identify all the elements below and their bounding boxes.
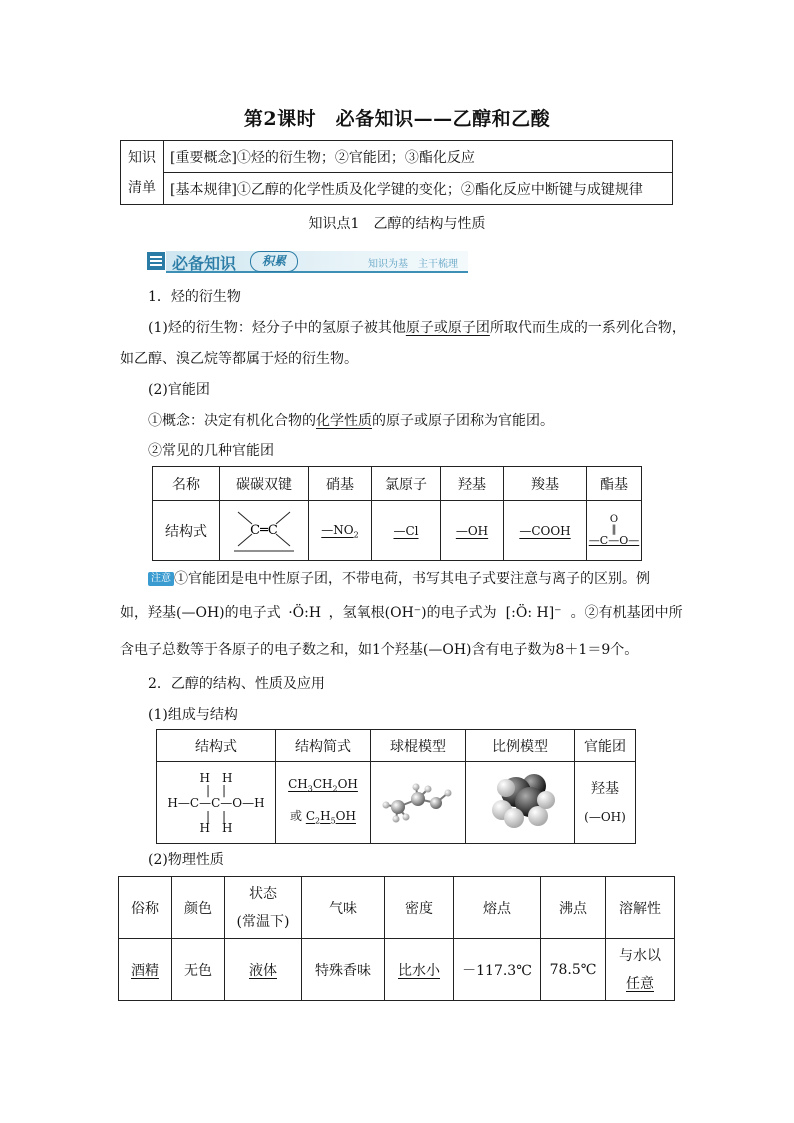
table-header: 球棍模型 bbox=[371, 730, 466, 762]
physical-properties-table bbox=[118, 876, 675, 1001]
hydroxyl-electron-formula: ·Ö:H bbox=[288, 605, 322, 621]
heading-1: 1．烃的衍生物 bbox=[148, 289, 241, 305]
subheading-physical: (2)物理性质 bbox=[148, 852, 224, 868]
knowledge-label-2: 清单 bbox=[128, 179, 156, 196]
table-header: 结构式 bbox=[157, 730, 276, 762]
page-title: 第2课时 必备知识——乙醇和乙酸 bbox=[243, 108, 551, 130]
knowledge-box-label bbox=[121, 141, 164, 205]
banner-label: 必备知识 bbox=[172, 254, 237, 273]
functional-group-cell: 羟基 (—OH) bbox=[575, 762, 636, 844]
paragraph-concept: ①概念：决定有机化合物的化学性质的原子或原子团称为官能团。 bbox=[148, 413, 554, 429]
ball-stick-model-image bbox=[376, 771, 460, 831]
table-header: 比例模型 bbox=[466, 730, 575, 762]
table-cell: －117.3℃ bbox=[454, 939, 541, 1001]
note-line-2: 如，羟基(—OH)的电子式 ·Ö:H ，氢氧根(OH⁻)的电子式为 [:Ö: H]⁻ 。②有机基团中所 bbox=[120, 605, 683, 621]
alkene-structure bbox=[220, 501, 309, 561]
ester-structure: O ‖ —C—O— bbox=[587, 501, 642, 561]
condensed-formula: $CH_3CH_2OH$ 或 $C_2H_5OH$ bbox=[276, 762, 371, 844]
table-cell: 特殊香味 bbox=[302, 939, 385, 1001]
table-header: 羟基 bbox=[441, 467, 504, 501]
hydroxide-electron-formula: [:Ö: H]⁻ bbox=[505, 605, 562, 621]
table-header: 结构简式 bbox=[276, 730, 371, 762]
alkene-structure-drawing bbox=[226, 504, 302, 554]
paragraph-common-groups: ②常见的几种官能团 bbox=[148, 443, 274, 459]
table-cell: 酒精 bbox=[119, 939, 172, 1001]
note-tag: 注意 bbox=[148, 572, 174, 586]
table-cell: 液体 bbox=[225, 939, 302, 1001]
structural-formula: H H | | H—C—C—O—H | | H H bbox=[157, 762, 276, 844]
table-header: 羧基 bbox=[504, 467, 587, 501]
functional-group-table bbox=[152, 466, 642, 561]
table-header: 密度 bbox=[385, 877, 454, 939]
knowledge-list-box bbox=[120, 140, 673, 205]
book-icon bbox=[146, 251, 166, 271]
knowledge-row-rules: [基本规律]①乙醇的化学性质及化学键的变化；②酯化反应中断键与成键规律 bbox=[164, 173, 673, 205]
table-header: 俗称 bbox=[119, 877, 172, 939]
nitro-structure: $—NO_2$ bbox=[309, 501, 372, 561]
table-header: 碳碳双键 bbox=[220, 467, 309, 501]
section-title: 知识点1 乙醇的结构与性质 bbox=[308, 216, 486, 232]
ball-stick-model bbox=[371, 762, 466, 844]
table-row-label: 结构式 bbox=[153, 501, 220, 561]
note-line-1: 注意 ①官能团是电中性原子团，不带电荷，书写其电子式要注意与离子的区别。例 bbox=[148, 569, 650, 589]
chloro-structure: —Cl bbox=[372, 501, 441, 561]
table-cell: 78.5℃ bbox=[541, 939, 606, 1001]
paragraph-derivatives-cont: 如乙醇、溴乙烷等都属于烃的衍生物。 bbox=[120, 351, 358, 367]
table-header: 酯基 bbox=[587, 467, 642, 501]
table-cell: 无色 bbox=[172, 939, 225, 1001]
table-header: 官能团 bbox=[575, 730, 636, 762]
table-header: 沸点 bbox=[541, 877, 606, 939]
table-cell: 比水小 bbox=[385, 939, 454, 1001]
table-header-state: 状态 (常温下) bbox=[225, 877, 302, 939]
space-filling-model bbox=[466, 762, 575, 844]
paragraph-functional-group: (2)官能团 bbox=[148, 382, 210, 398]
carboxyl-structure: —COOH bbox=[504, 501, 587, 561]
table-header: 溶解性 bbox=[606, 877, 675, 939]
knowledge-row-concepts: [重要概念]①烃的衍生物；②官能团；③酯化反应 bbox=[164, 141, 673, 173]
ethanol-structure-table bbox=[156, 729, 636, 844]
table-header: 气味 bbox=[302, 877, 385, 939]
hydroxyl-structure: —OH bbox=[441, 501, 504, 561]
table-header: 熔点 bbox=[454, 877, 541, 939]
banner-subtitle: 知识为基 主干梳理 bbox=[368, 259, 458, 270]
paragraph-derivatives: (1)烃的衍生物：烃分子中的氢原子被其他原子或原子团所取代而生成的一系列化合物， bbox=[148, 320, 686, 336]
table-cell-solubility: 与水以 任意 bbox=[606, 939, 675, 1001]
note-line-3: 含电子总数等于各原子的电子数之和，如1个羟基(—OH)含有电子数为8＋1＝9个。 bbox=[120, 642, 639, 658]
table-header: 氯原子 bbox=[372, 467, 441, 501]
table-header: 硝基 bbox=[309, 467, 372, 501]
banner-badge: 积累 bbox=[250, 251, 298, 272]
space-filling-model-image bbox=[480, 768, 560, 834]
heading-2: 2．乙醇的结构、性质及应用 bbox=[148, 676, 325, 692]
subheading-composition: (1)组成与结构 bbox=[148, 707, 238, 723]
table-header: 名称 bbox=[153, 467, 220, 501]
knowledge-label-1: 知识 bbox=[128, 149, 156, 166]
svg-text:C═C: C═C bbox=[250, 522, 278, 538]
section-banner bbox=[146, 249, 468, 273]
table-header: 颜色 bbox=[172, 877, 225, 939]
